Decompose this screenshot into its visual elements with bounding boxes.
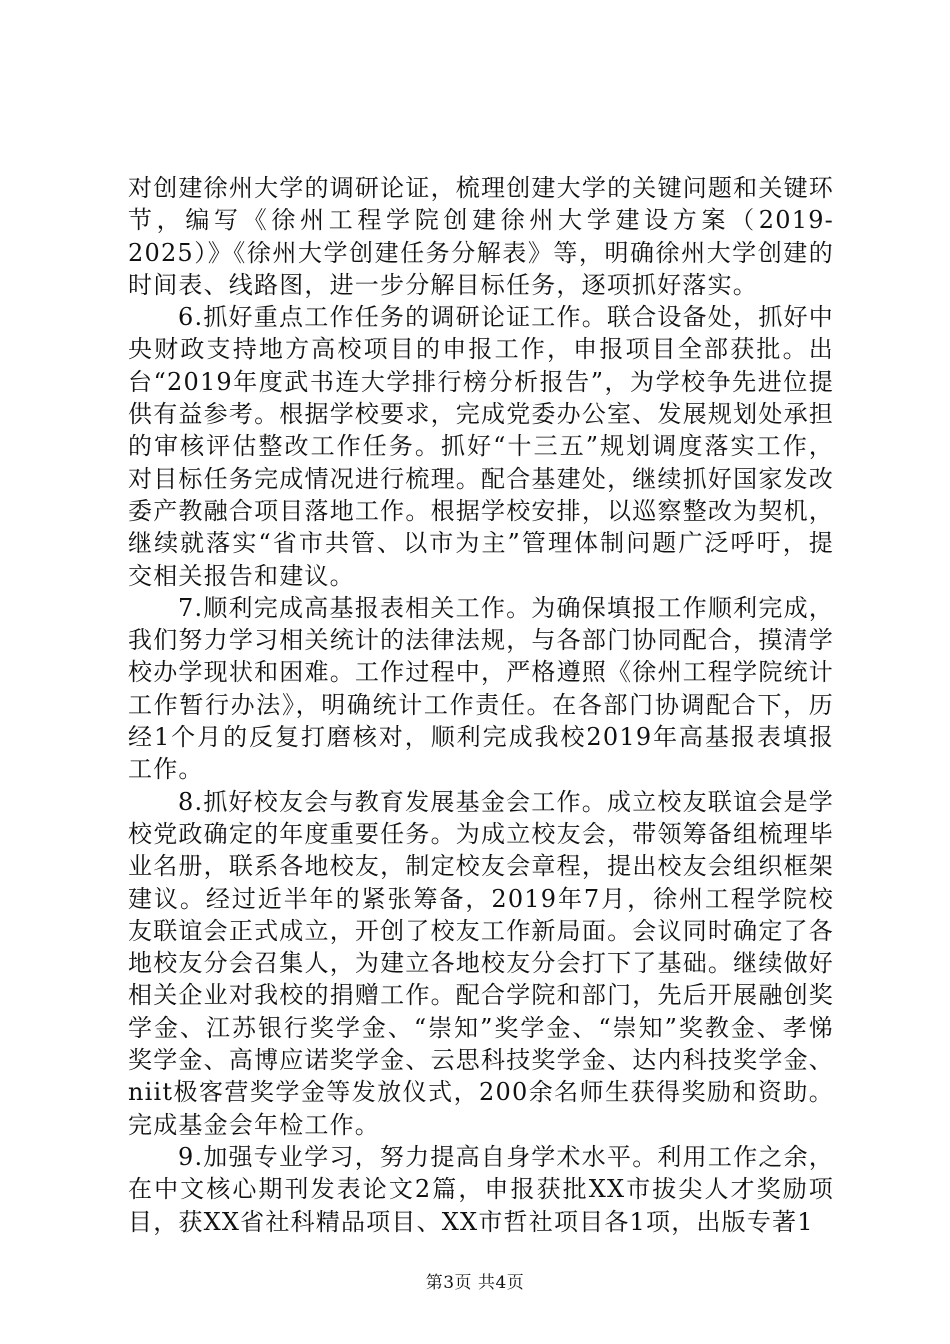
page-footer: 第3页 共4页 bbox=[425, 1273, 525, 1293]
paragraph-continuation: 对创建徐州大学的调研论证，梳理创建大学的关键问题和关键环节，编写《徐州工程学院创建徐州大学建设方案（2019-2025）》《徐州大学创建任务分解表》等，明确徐州大学创建的时间表、线路图，进一步分解目标任务，逐项抓好落实。 bbox=[128, 174, 834, 299]
document-body bbox=[128, 172, 834, 1238]
paragraph-item-7: 7.顺利完成高基报表相关工作。为确保填报工作顺利完成，我们努力学习相关统计的法律法规，与各部门协同配合，摸清学校办学现状和困难。工作过程中，严格遵照《徐州工程学院统计工作暂行办法》，明确统计工作责任。在各部门协调配合下，历经1个月的反复打磨核对，顺利完成我校2019年高基报表填报工作。 bbox=[128, 593, 834, 784]
paragraph-item-6: 6.抓好重点工作任务的调研论证工作。联合设备处，抓好中央财政支持地方高校项目的申报工作，申报项目全部获批。出台“2019年度武书连大学排行榜分析报告”，为学校争先进位提供有益参考。根据学校要求，完成党委办公室、发展规划处承担的审核评估整改工作任务。抓好“十三五”规划调度落实工作，对目标任务完成情况进行梳理。配合基建处，继续抓好国家发改委产教融合项目落地工作。根据学校安排，以巡察整改为契机，继续就落实“省市共管、以市为主”管理体制问题广泛呼吁，提交相关报告和建议。 bbox=[128, 303, 834, 590]
paragraph-item-8: 8.抓好校友会与教育发展基金会工作。成立校友联谊会是学校党政确定的年度重要任务。为成立校友会，带领筹备组梳理毕业名册，联系各地校友，制定校友会章程，提出校友会组织框架建议。经过近半年的紧张筹备，2019年7月，徐州工程学院校友联谊会正式成立，开创了校友工作新局面。会议同时确定了各地校友分会召集人，为建立各地校友分会打下了基础。继续做好相关企业对我校的捐赠工作。配合学院和部门，先后开展融创奖学金、江苏银行奖学金、“崇知”奖学金、“崇知”奖教金、孝悌奖学金、高博应诺奖学金、云思科技奖学金、达内科技奖学金、niit极客营奖学金等发放仪式，200余名师生获得奖励和资助。完成基金会年检工作。 bbox=[128, 787, 834, 1139]
paragraph-item-9: 9.加强专业学习，努力提高自身学术水平。利用工作之余，在中文核心期刊发表论文2篇，申报获批XX市拔尖人才奖励项目，获XX省社科精品项目、XX市哲社项目各1项，出版专著1 bbox=[128, 1142, 834, 1236]
